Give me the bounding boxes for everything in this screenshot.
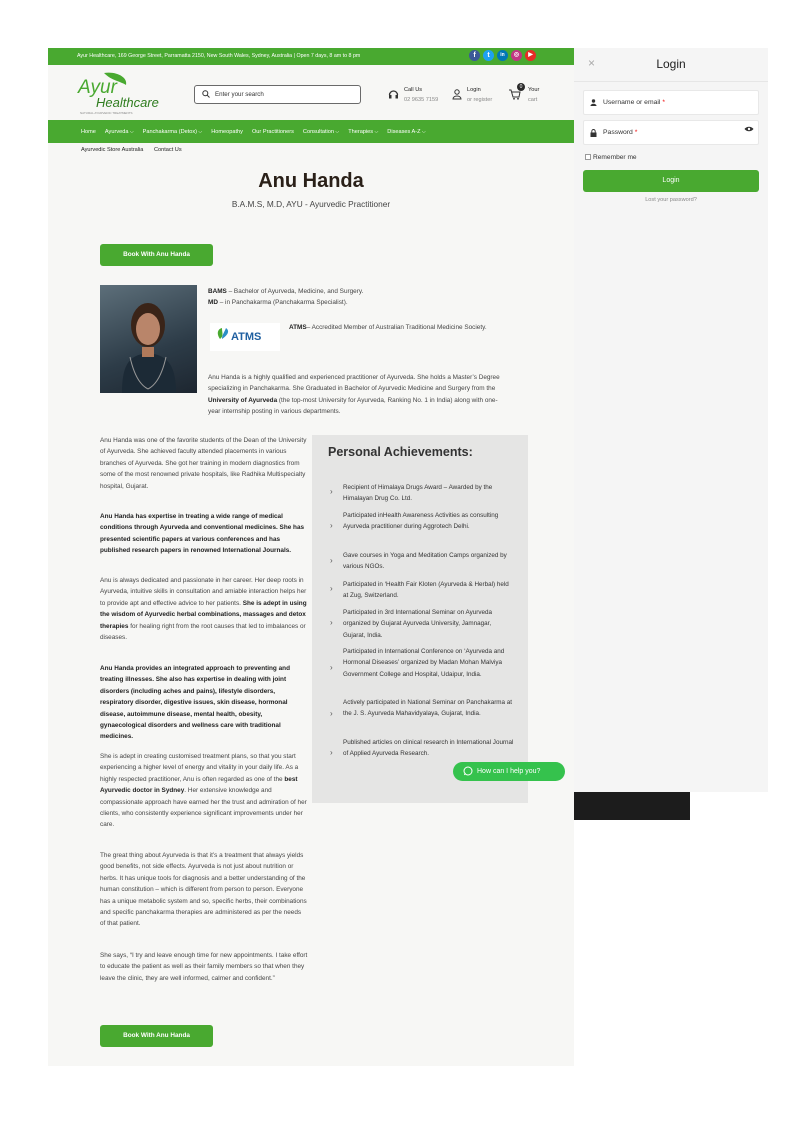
address-text: Ayur Healthcare, 169 George Street, Parramatta 2150, New South Wales, Sydney, Australia | Open 7 days, 8 am to 8 pm <box>77 53 361 59</box>
search-icon <box>202 90 210 98</box>
whatsapp-chat-button[interactable] <box>453 762 565 781</box>
md-line: MD – in Panchakarma (Panchakarma Specialist). <box>208 299 348 306</box>
nav-item-consultation[interactable]: Consultation ⌵ <box>303 129 339 135</box>
achievements-box <box>312 435 528 803</box>
lock-icon <box>590 129 597 137</box>
achievement-item: Participated in International Conference on ‘Ayurveda and Hormonal Diseases’ organized by Madan Mohan Malviya Government College and Hospital, Udaipur, India. <box>343 648 505 678</box>
practitioner-photo <box>100 285 197 393</box>
intro-paragraph: Anu Handa is a highly qualified and experienced practitioner of Ayurveda. She holds a Master’s Degree specializing in Panchakarma. She Graduated in Bachelor of Ayurvedic Medicine and Surgery from the University of Ayurveda (the top-most University for Ayurveda, Ranking No. 1 in India) along with one-year internship posting in various departments. <box>208 374 500 416</box>
bio-paragraph-1: Anu Handa was one of the favorite students of the Dean of the University of Ayurveda. She achieved faculty attended placements in various branches of Ayurveda. She got her training in modern diagnostics from some of the most renowned private hospitals, like Radhika Multispecialty hospital, Gujarat. <box>100 437 307 490</box>
login-label: Login <box>467 87 481 93</box>
whatsapp-label: How can I help you? <box>477 768 541 775</box>
cart-link[interactable] <box>528 85 539 105</box>
nav-item-ayurveda[interactable]: Ayurveda ⌵ <box>105 129 134 135</box>
instagram-icon[interactable]: ◎ <box>511 50 522 61</box>
nav-item-diseases[interactable]: Diseases A-Z ⌵ <box>387 129 425 135</box>
login-link[interactable] <box>467 85 492 105</box>
nav-item-store[interactable]: Ayurvedic Store Australia <box>81 147 144 153</box>
youtube-icon[interactable]: ▶ <box>525 50 536 61</box>
chevron-right-icon: › <box>330 663 333 672</box>
bio-paragraph-5: She is adept in creating customised treatment plans, so that you start experiencing a higher level of energy and vitality in your daily life. As a highly respected practitioner, Anu is often regarded as one of the best Ayurvedic doctor in Sydney. Her extensive knowledge and compassionate approach have earned her the trust and admiration of her clients, who consistently experience significant improvements under her care. <box>100 753 307 829</box>
chevron-right-icon: › <box>330 556 333 565</box>
lost-password-link[interactable]: Lost your password? <box>645 197 697 203</box>
atms-line: ATMS– Accredited Member of Australian Traditional Medicine Society. <box>289 324 487 331</box>
nav-item-home[interactable]: Home <box>81 128 96 135</box>
close-icon[interactable]: × <box>588 56 596 70</box>
bio-paragraph-3: Anu is always dedicated and passionate in her career. Her deep roots in Ayurveda, intuitive skills in consultation and amiable interaction helps her to provide apt and effective advice to her patients. She is adept in using the wisdom of Ayurvedic herbal combinations, massages and detox therapies for healing right from the root causes that led to imbalances or diseases. <box>100 577 307 642</box>
chevron-right-icon: › <box>330 584 333 593</box>
social-links <box>469 50 536 61</box>
bio-paragraph-7: She says, “I try and leave enough time for new appointments. I take effort to educate the patient as well as their family members so that when they leave the clinic, they are well informed, calmer and confident.” <box>100 952 308 982</box>
atms-logo <box>210 323 280 351</box>
login-submit-button[interactable]: Login <box>583 170 759 192</box>
bio-paragraph-6: The great thing about Ayurveda is that it’s a treatment that always yields good benefits, not side effects. Ayurveda is not just about nutrition or herbs. It has unique tools for diagnosis and a better understanding of the human constitution – which is different from person to person. Everyone has a unique metabolic system and so, specific herbs, their combinations and specific panchakarma therapies are administered as per the needs of that patient. <box>100 852 307 928</box>
user-icon <box>590 99 597 106</box>
page-title: Anu Handa <box>258 170 364 192</box>
nav-item-homeopathy[interactable]: Homeopathy <box>211 128 243 135</box>
remember-me-checkbox[interactable]: Remember me <box>585 154 637 161</box>
book-button-top[interactable]: Book With Anu Handa <box>100 244 213 266</box>
chevron-right-icon: › <box>330 618 333 627</box>
call-number: 02 9635 7159 <box>404 97 439 103</box>
register-label: or register <box>467 97 493 103</box>
sub-nav <box>81 147 191 153</box>
main-nav <box>48 120 574 143</box>
site-logo[interactable] <box>76 71 168 117</box>
divider <box>574 81 768 82</box>
user-icon <box>452 89 462 100</box>
achievements-title: Personal Achievements: <box>328 445 473 459</box>
achievement-item: Published articles on clinical research in International Journal of Applied Ayurveda Research. <box>343 739 514 758</box>
login-panel <box>574 48 768 792</box>
linkedin-icon[interactable]: in <box>497 50 508 61</box>
header <box>48 65 574 120</box>
password-field[interactable]: Password * <box>583 120 759 145</box>
login-panel-title: Login <box>656 57 686 71</box>
username-field[interactable]: Username or email * <box>583 90 759 115</box>
achievement-item: Actively participated in National Seminar on Panchakarma at the J. S. Ayurveda Mahavidyalaya, Gujarat, India. <box>343 699 513 718</box>
achievement-item: Participated in 3rd International Seminar on Ayurveda organized by Gujarat Ayurveda University, Jamnagar, Gujarat, India. <box>343 609 493 639</box>
logo-line2: Healthcare <box>96 95 159 110</box>
svg-text:ATMS: ATMS <box>231 331 262 343</box>
nav-item-panchakarma[interactable]: Panchakarma (Detox) ⌵ <box>143 129 203 135</box>
twitter-icon[interactable]: t <box>483 50 494 61</box>
bio-paragraph-4: Anu Handa provides an integrated approach to preventing and treating illnesses. She also has expertise in dealing with joint disorders (including aches and pains), lifestyle disorders, respiratory disorder, digestive issues, skin disease, hormonal disease, autoimmune disease, mental health, obesity, gynaecological disorders and wellness care with traditional medicines. <box>100 665 290 741</box>
eye-icon[interactable] <box>744 126 754 132</box>
bams-line: BAMS – Bachelor of Ayurveda, Medicine, and Surgery. <box>208 288 364 295</box>
chevron-right-icon: › <box>330 487 333 496</box>
search-placeholder: Enter your search <box>215 91 264 98</box>
nav-item-practitioners[interactable]: Our Practitioners <box>251 128 294 135</box>
whatsapp-icon <box>463 766 473 776</box>
logo-tagline: NATURAL AYURVEDIC TREATMENTS <box>80 111 133 115</box>
chevron-right-icon: › <box>330 709 333 718</box>
achievement-item: Gave courses in Yoga and Meditation Camps organized by various NGOs. <box>343 552 507 571</box>
headset-icon <box>388 89 399 100</box>
logo-line1: Ayur <box>78 77 117 98</box>
practitioner-credentials: B.A.M.S, M.D, AYU - Ayurvedic Practitioner <box>231 199 391 209</box>
call-label: Call Us <box>404 87 423 93</box>
search-input[interactable] <box>194 85 361 104</box>
top-bar <box>48 48 574 65</box>
bio-paragraph-2: Anu Handa has expertise in treating a wide range of medical conditions through Ayurveda and conventional medicines. She has presented scientific papers at various conferences and has published research papers in renowned International Journals. <box>100 513 305 555</box>
achievement-item: Participated inHealth Awareness Activities as consulting Ayurveda practitioner during Aggrotech Delhi. <box>343 512 499 531</box>
achievement-item: Recipient of Himalaya Drugs Award – Awarded by the Himalayan Drug Co. Ltd. <box>343 484 493 503</box>
dark-overlay-bar <box>574 792 690 820</box>
achievement-item: Participated in ‘Health Fair Kloten (Ayurveda & Herbal) held at Zug, Switzerland. <box>343 581 509 600</box>
facebook-icon[interactable]: f <box>469 50 480 61</box>
call-us-link[interactable] <box>404 85 438 105</box>
chevron-right-icon: › <box>330 521 333 530</box>
site-page <box>48 48 574 1066</box>
book-button-bottom[interactable]: Book With Anu Handa <box>100 1025 213 1047</box>
cart-sub: cart <box>528 97 538 103</box>
cart-label: Your <box>528 87 540 93</box>
cart-count-badge: 0 <box>517 83 525 91</box>
nav-item-contact[interactable]: Contact Us <box>153 147 182 153</box>
chevron-right-icon: › <box>330 748 333 757</box>
nav-item-therapies[interactable]: Therapies ⌵ <box>348 129 378 135</box>
